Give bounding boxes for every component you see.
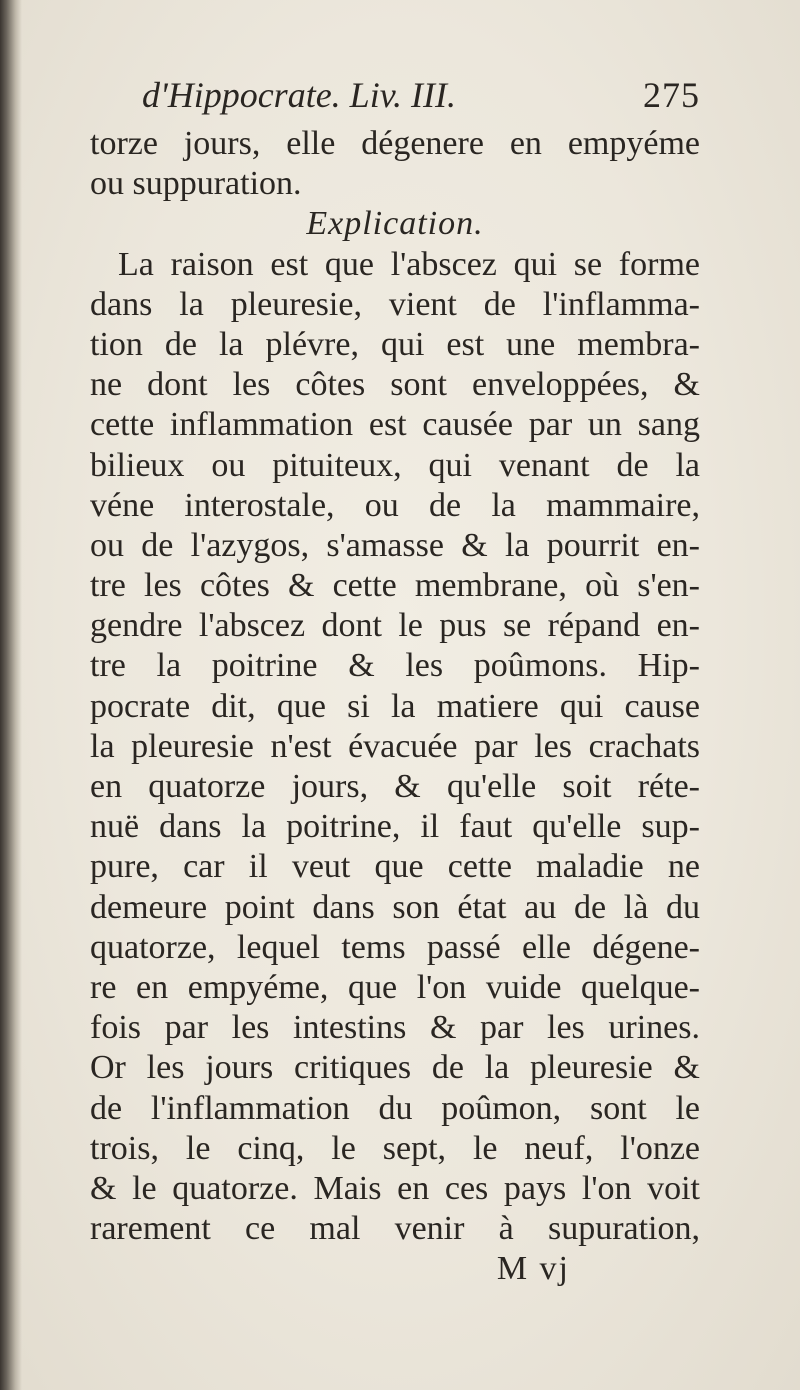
text-line: trois, le cinq, le sept, le neuf, l'onze [90, 1129, 700, 1167]
text-line: nuë dans la poitrine, il faut qu'elle sup- [90, 808, 700, 846]
text-line: ou suppuration. [90, 165, 302, 203]
text-line: ou de l'azygos, s'amasse & la pourrit en- [90, 526, 700, 564]
text-line: dans la pleuresie, vient de l'inflamma- [90, 285, 700, 323]
text-line: pocrate dit, que si la matiere qui cause [90, 687, 700, 725]
text-line: tre les côtes & cette membrane, où s'en- [90, 567, 700, 605]
text-line: ne dont les côtes sont enveloppées, & [90, 366, 700, 404]
text-line: re en empyéme, que l'on vuide quelque- [90, 968, 700, 1006]
text-line: pure, car il veut que cette maladie ne [90, 848, 700, 886]
signature-mark: M vj [496, 1250, 570, 1288]
text-line: quatorze, lequel tems passé elle dégene- [90, 928, 700, 966]
text-line: en quatorze jours, & qu'elle soit réte- [90, 768, 700, 805]
page-number: 275 [643, 75, 700, 115]
text-line: de l'inflammation du poûmon, sont le [90, 1089, 700, 1127]
text-line: demeure point dans son état au de là du [90, 888, 700, 926]
text-line: & le quatorze. Mais en ces pays l'on voit [90, 1169, 700, 1207]
text-line: fois par les intestins & par les urines. [90, 1009, 700, 1047]
text-line: tre la poitrine & les poûmons. Hip- [90, 647, 700, 685]
text-line: tion de la plévre, qui est une membra- [90, 325, 700, 363]
section-heading: Explication. [306, 205, 484, 243]
text-line: véne interostale, ou de la mammaire, [90, 486, 700, 524]
text-line: gendre l'abscez dont le pus se répand en- [90, 607, 700, 645]
running-head-title: d'Hippocrate. Liv. III. [142, 75, 456, 115]
text-line: cette inflammation est causée par un sang [90, 406, 700, 444]
text-line: rarement ce mal venir à supuration, [90, 1210, 700, 1248]
text-line: bilieux ou pituiteux, qui venant de la [90, 446, 700, 484]
text-line: Or les jours critiques de la pleuresie & [90, 1049, 700, 1087]
page-text-block [90, 66, 700, 1289]
running-head [90, 66, 700, 124]
book-binding-edge [0, 0, 22, 1390]
text-line: La raison est que l'abscez qui se forme [118, 245, 700, 283]
text-line: la pleuresie n'est évacuée par les crachats [90, 727, 700, 765]
text-line: torze jours, elle dégenere en empyéme [90, 125, 700, 162]
